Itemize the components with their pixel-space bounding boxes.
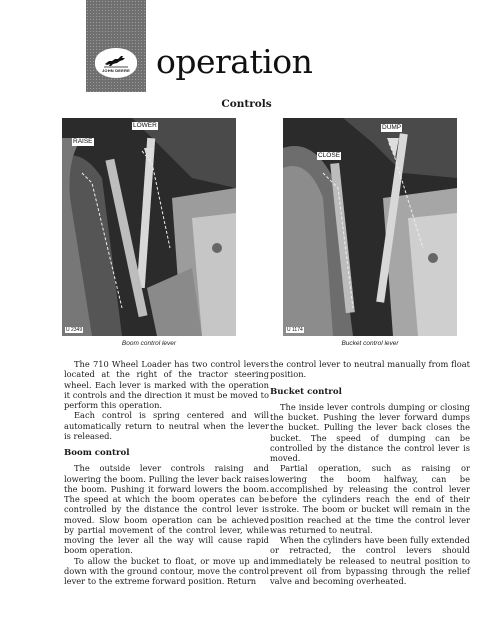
- raise-label: RAISE: [73, 138, 93, 145]
- lower-label: LOWER: [133, 122, 157, 129]
- bucket-control-heading: Bucket control: [270, 386, 342, 397]
- section-title: Controls: [221, 98, 272, 110]
- body-column-right: [270, 359, 470, 586]
- deer-icon: [103, 53, 129, 69]
- page-title: operation: [156, 42, 313, 81]
- boom-control-heading: Boom control: [64, 448, 130, 458]
- dump-label: DUMP: [382, 124, 402, 131]
- boom-paragraph-continued: the control lever to neutral manually from float position.: [270, 359, 470, 380]
- photo-code: U 1174: [287, 327, 303, 333]
- boom-caption: Boom control lever: [121, 340, 177, 347]
- boom-paragraph: The outside lever controls raising and lowering the boom. Pulling the lever back raises the boom. Pushing it forward lowers the boom. The speed at which the boom operates can be controlled by the distance the control lever is moved. Slow boom operation can be achieved by partial movement of the control lever, while moving the lever all the way will cause rapid boom operation.: [64, 463, 269, 556]
- john-deere-logo: [95, 48, 137, 78]
- bucket-paragraph: Partial operation, such as raising or lowering the boom halfway, can be accomplished by releasing the control lever before the cylinders reach the end of their stroke. The boom or bucket will remain in the position reached at the time the control lever was returned to neutral.: [270, 463, 470, 535]
- bucket-paragraph: When the cylinders have been fully extended or retracted, the control levers should immediately be released to neutral position to prevent oil from bypassing through the relief valve and becoming overheated.: [270, 535, 470, 586]
- close-label: CLOSE: [318, 152, 341, 159]
- header-tab: [86, 0, 146, 92]
- intro-paragraph: The 710 Wheel Loader has two control levers located at the right of the tractor steering wheel. Each lever is marked with the operation it controls and the direction it must be moved to perform this operation.: [64, 359, 269, 410]
- bucket-paragraph: The inside lever controls dumping or closing the bucket. Pushing the lever forward dumps the bucket. Pulling the lever back closes the bucket. The speed of dumping can be controlled by the distance the control lever is moved.: [270, 401, 470, 463]
- intro-paragraph: Each control is spring centered and will automatically return to neutral when the lever is released.: [64, 410, 269, 441]
- body-column-left: [64, 359, 269, 586]
- boom-paragraph: To allow the bucket to float, or move up and down with the ground contour, move the control lever to the extreme forward position. Return: [64, 555, 269, 586]
- logo-text: JOHN DEERE: [101, 68, 130, 73]
- bucket-caption: Bucket control lever: [341, 340, 399, 347]
- photo-code: U 2349: [66, 327, 83, 333]
- boom-control-photo: [62, 118, 236, 336]
- bucket-control-photo: [283, 118, 457, 336]
